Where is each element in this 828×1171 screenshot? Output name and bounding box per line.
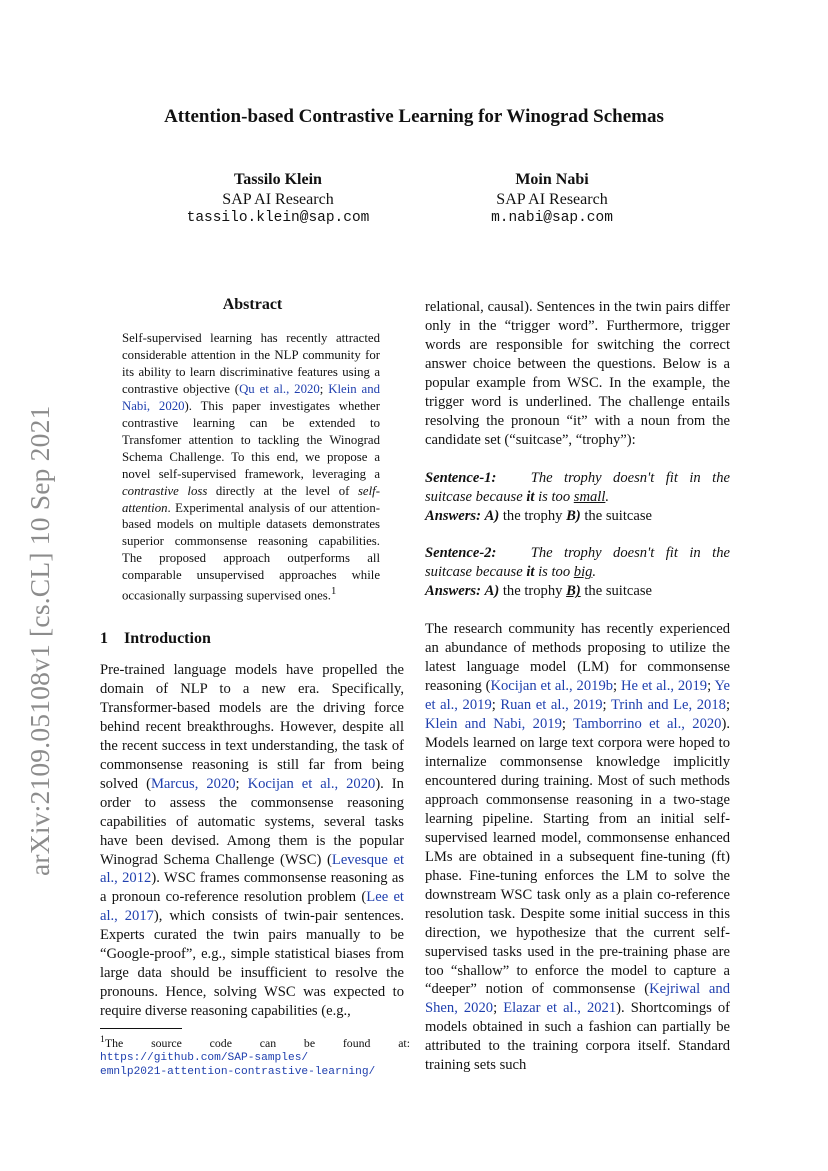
abstract-emphasis: self-attention (122, 483, 380, 515)
example-label: Sentence-2: (425, 545, 497, 562)
example-sentence-line (425, 469, 730, 488)
text-run: ; (725, 697, 730, 714)
answers-label: Answers: (425, 507, 481, 524)
citation-link[interactable]: Trinh and Le, 2018 (610, 697, 726, 714)
abstract-emphasis: contrastive loss (122, 483, 208, 498)
abstract-text-run: . Experimental analysis of our attention-based models on multiple datasets demonstrates superior commonsense reasoning capabilities. The proposed approach outperforms all comparable unsupervised approaches while occasionally surpassing supervised ones. (122, 500, 380, 603)
section-heading-introduction (100, 630, 211, 648)
text-run: ; (493, 1000, 504, 1017)
example-sentence-tail (425, 563, 730, 582)
citation-link[interactable]: Klein and Nabi, 2019 (425, 716, 562, 733)
citation-link[interactable]: Ruan et al., 2019 (500, 697, 603, 714)
answer-text: the trophy (499, 507, 567, 524)
author-email[interactable]: tassilo.klein@sap.com (186, 210, 370, 226)
option-label: A) (484, 507, 500, 524)
footnote-url[interactable]: emnlp2021-attention-contrastive-learning/ (100, 1066, 376, 1079)
paragraph: relational, causal). Sentences in the twin pairs differ only in the “trigger word”. Furthermore, trigger words are responsible for switching the correct answer choice between the questions. Below is a popular example from WSC. In the example, the trigger word is underlined. The challenge entails resolving the pronoun “it” with a noun from the candidate set (“suitcase”, “trophy”): (425, 299, 730, 448)
author-block (148, 170, 408, 229)
citation-link[interactable]: Ye et al., 2019 (425, 678, 730, 714)
arxiv-side-stamp: arXiv:2109.05108v1 [cs.CL] 10 Sep 2021 (24, 405, 55, 876)
text-run: ; (613, 678, 621, 695)
author-affiliation: SAP AI Research (222, 190, 334, 208)
footnote-number: 1 (100, 1034, 105, 1045)
answers-label: Answers: (425, 583, 481, 600)
citation-link[interactable]: Kocijan et al., 2020 (247, 775, 376, 792)
example-text: The trophy doesn't fit in the (530, 545, 730, 562)
option-label: A) (484, 583, 500, 600)
text-run: ; (561, 716, 574, 733)
author-name: Tassilo Klein (234, 171, 322, 188)
intro-text-run: Pre-trained language models have propelled the domain of NLP to a new era. Specifically, Transformer-based models are the driving force behind recent breakthroughs. However, despite all the recent success in text understanding, the task of commonsense reasoning is still far from being solved ( (100, 662, 404, 792)
answer-text: the suitcase (580, 507, 653, 524)
example-sentence-tail (425, 488, 730, 507)
author-name: Moin Nabi (515, 171, 589, 188)
author-affiliation: SAP AI Research (496, 190, 608, 208)
intro-text-run: ). WSC frames commonsense reasoning as a pronoun co-reference resolution problem ( (100, 870, 404, 906)
answer-text: the trophy (499, 583, 567, 600)
example-end: . (605, 488, 610, 505)
text-run: ). Models learned on large text corpora were hoped to internalize commonsense knowledge implicitly encountered during training. Most of such methods approach commonsense reasoning in a two-stage learning pipeline. Starting from an initial self-supervised learned model, commonsense enhanced LMs are obtained in a subsequent fine-tuning (ft) phase. Fine-tuning enforces the LM to solve the downstream WSC task only as a plain co-reference resolution task. Despite some initial success in this direction, we hypothesize that the current self-supervised tasks used in the pre-training phase are too “shallow” to enforce the model to capture a “deeper” notion of commonsense ( (425, 716, 730, 998)
abstract-text (122, 330, 380, 605)
abstract-text-run: directly at the level of (207, 483, 358, 498)
author-block (422, 170, 682, 229)
pronoun: it (526, 488, 535, 505)
text-run: ; (602, 697, 611, 714)
text-run: ; (491, 697, 501, 714)
example-text: is too (534, 564, 574, 581)
footnote-text: The source code can be found at: (104, 1035, 410, 1050)
paper-title: Attention-based Contrastive Learning for Winograd Schemas (164, 106, 664, 127)
option-label: B) (566, 507, 581, 524)
citation-link[interactable]: He et al., 2019 (620, 678, 708, 695)
pronoun: it (526, 564, 535, 581)
example-text-tail: suitcase because (425, 488, 527, 505)
trigger-word: small (573, 488, 606, 505)
paragraph (425, 620, 730, 1075)
intro-text-run: ; (235, 775, 248, 792)
author-email[interactable]: m.nabi@sap.com (491, 210, 613, 226)
citation-link[interactable]: Marcus, 2020 (150, 775, 236, 792)
abstract-text-run: ). This paper investigates whether contrastive learning can be extended to Transfomer attention to tackling the Winograd Schema Challenge. To this end, we propose a novel self-supervised framework, leveraging a (122, 398, 380, 481)
citation-link[interactable]: Elazar et al., 2021 (503, 1000, 617, 1017)
abstract-text-run: Self-supervised learning has recently attracted considerable attention in the NLP community for its ability to learn discriminative features using a contrastive objective ( (122, 331, 380, 396)
example-text: is too (534, 488, 574, 505)
option-label: B) (566, 583, 581, 600)
introduction-text (100, 661, 404, 1021)
section-number: 1 (100, 630, 108, 647)
abstract-heading: Abstract (222, 296, 283, 313)
citation-link[interactable]: Levesque et al., 2012 (100, 851, 404, 887)
example-sentence-line (425, 544, 730, 563)
intro-text-run: ). In order to assess the commonsense reasoning capabilities of automatic systems, several tasks have been devised. Among them is the popular Winograd Schema Challenge (WSC) ( (100, 775, 404, 868)
footnote-rule (100, 1028, 182, 1029)
example-sentence-1 (425, 469, 730, 526)
answer-text: the suitcase (580, 583, 653, 600)
footnote-lead (100, 1033, 410, 1051)
citation-link[interactable]: Tamborrino et al., 2020 (573, 716, 722, 733)
example-end: . (592, 564, 597, 581)
example-sentence-2 (425, 544, 730, 601)
citation-link[interactable]: Qu et al., 2020 (239, 381, 320, 396)
example-text-tail: suitcase because (425, 564, 527, 581)
citation-link[interactable]: Kejriwal and Shen, 2020 (425, 981, 730, 1017)
example-label: Sentence-1: (425, 469, 497, 486)
example-text: The trophy doesn't fit in the (530, 469, 730, 486)
footnote-marker[interactable]: 1 (330, 586, 337, 598)
intro-text-run: ), which consists of twin-pair sentences. Experts curated the twin pairs manually to be “Google-proof”, e.g., simple statistical biases from large data should be insufficient to resolve the pronouns. Hence, solving WSC was expected to require diverse reasoning capabilities (e.g., (100, 908, 404, 1020)
citation-link[interactable]: Klein and Nabi, 2020 (122, 381, 380, 413)
text-run: ; (707, 678, 715, 695)
citation-link[interactable]: Lee et al., 2017 (100, 889, 404, 925)
footnote (100, 1033, 410, 1080)
right-column (425, 298, 730, 1075)
trigger-word: big (573, 564, 593, 581)
answers-line (425, 582, 730, 601)
citation-link[interactable]: Kocijan et al., 2019b (490, 678, 614, 695)
answers-line (425, 507, 730, 526)
footnote-url[interactable]: https://github.com/SAP-samples/ (100, 1051, 309, 1064)
abstract-text-run: ; (319, 381, 329, 396)
text-run: ). Shortcomings of models obtained in such a fashion can partially be attributed to the training corpora itself. Standard training sets such (425, 1000, 730, 1074)
text-run: The research community has recently experienced an abundance of methods proposing to utilize the latest language model (LM) for commonsense reasoning ( (425, 621, 730, 695)
section-title: Introduction (124, 630, 211, 647)
